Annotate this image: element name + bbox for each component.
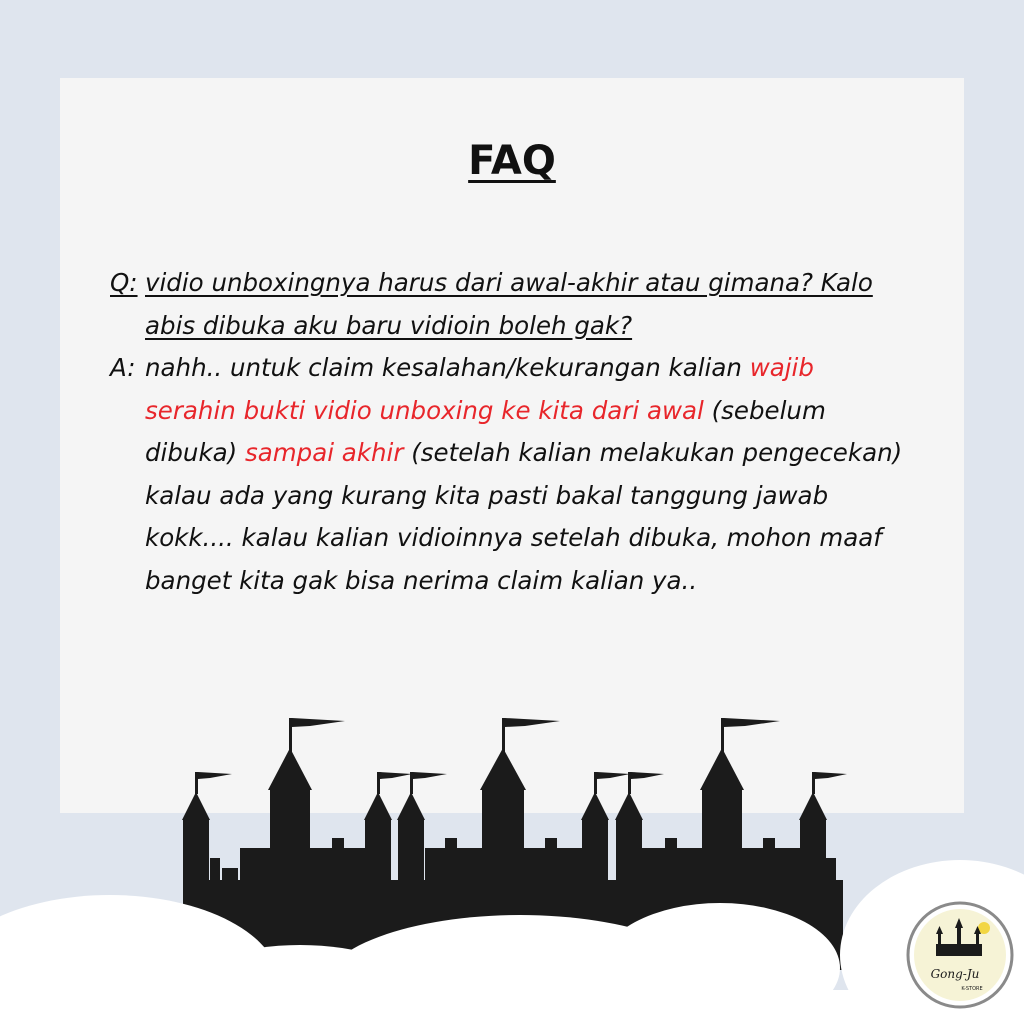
answer-prefix: A: xyxy=(110,353,136,382)
store-logo xyxy=(908,903,1012,1007)
logo-tagline: K-STORE xyxy=(961,986,983,992)
question-text: vidio unboxingnya harus dari awal-akhir atau gimana? Kalo abis dibuka aku baru vidioin boleh gak? xyxy=(145,268,873,340)
answer-highlight: sampai akhir xyxy=(245,438,404,467)
answer-text-part: (sebelum dibuka) xyxy=(145,395,826,467)
answer-highlight: wajib serahin bukti vidio unboxing ke kita dari awal xyxy=(145,353,814,425)
answer-text-part: (setelah kalian melakukan pengecekan) kalau ada yang kurang kita pasti bakal tanggung jawab kokk.... kalau kalian vidioinnya setelah dibuka, mohon maaf banget kita gak bisa nerima claim kalian ya.. xyxy=(145,438,903,595)
page-title: FAQ xyxy=(468,138,556,184)
logo-name: Gong-Ju xyxy=(930,967,980,981)
question-prefix: Q: xyxy=(110,268,138,297)
answer-text-part: nahh.. untuk claim kesalahan/kekurangan kalian xyxy=(145,353,750,382)
